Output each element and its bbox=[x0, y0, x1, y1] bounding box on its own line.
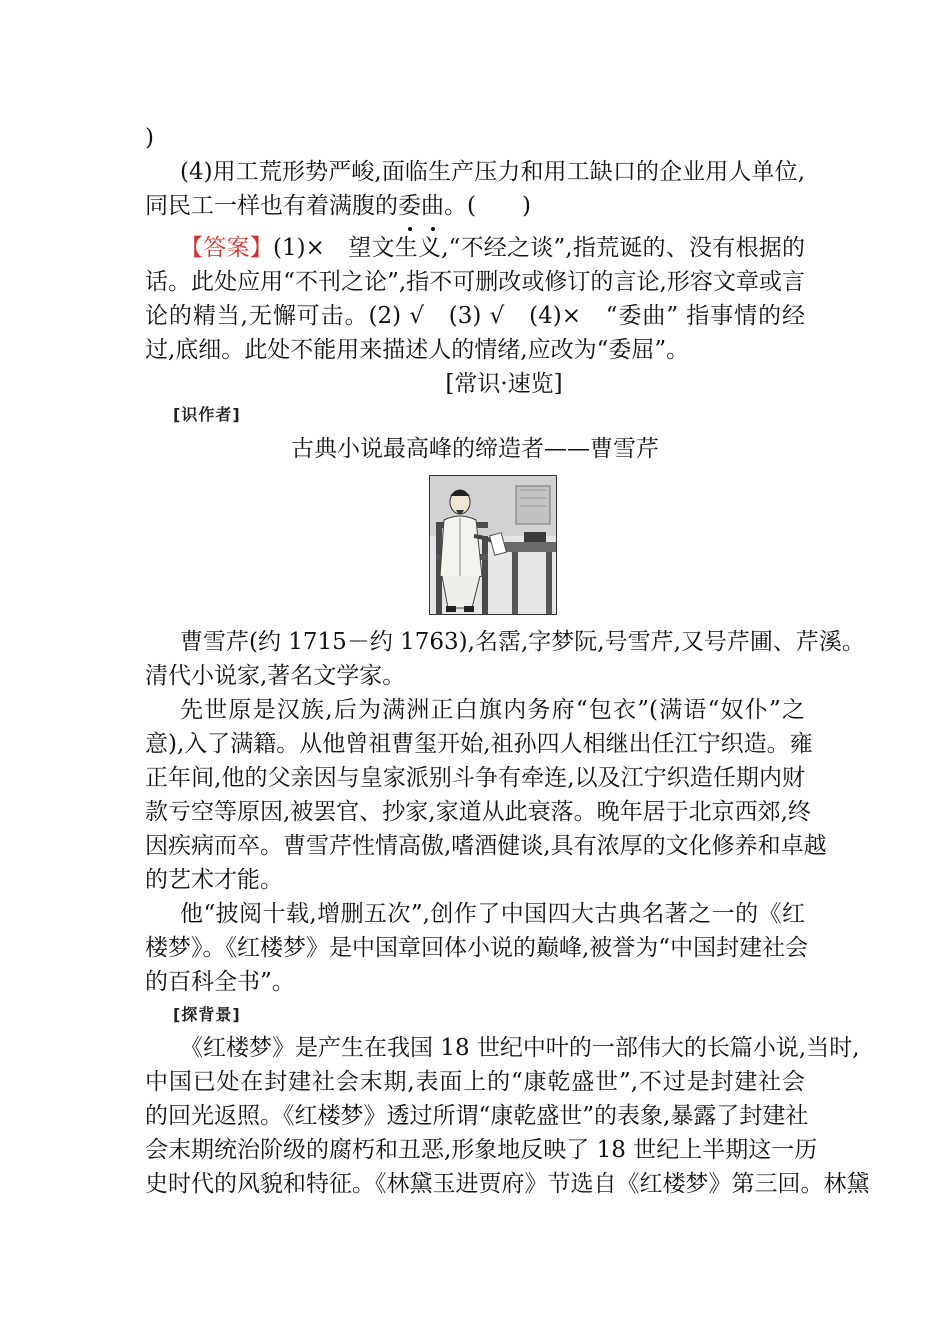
answer-line-1 bbox=[180, 231, 805, 265]
bio-p2-line-6: 的艺术才能。 bbox=[145, 867, 283, 893]
background-line-4: 会末期统治阶级的腐朽和丑恶,形象地反映了 18 世纪上半期这一历 bbox=[145, 1137, 818, 1163]
answer-label: 【答案】 bbox=[180, 235, 273, 261]
bio-p2-line-3: 正年间,他的父亲因与皇家派别斗争有牵连,以及江宁织造任期内财 bbox=[145, 765, 805, 791]
bio-p3-line-2: 楼梦》。《红楼梦》是中国章回体小说的巅峰,被誉为“中国封建社会 bbox=[145, 935, 809, 961]
bio-p1-line-2: 清代小说家,著名文学家。 bbox=[145, 663, 406, 689]
answer-line-3: 论的精当,无懈可击。(2) √ (3) √ (4)× “委曲” 指事情的经 bbox=[145, 303, 805, 329]
background-line-2: 中国已处在封建社会末期,表面上的“康乾盛世”,不过是封建社会 bbox=[145, 1069, 805, 1095]
question-4-line-2 bbox=[145, 189, 805, 223]
bio-p1-line-1: 曹雪芹(约 1715－约 1763),名霑,字梦阮,号雪芹,又号芹圃、芹溪。 bbox=[180, 629, 865, 655]
emphasis-dot-char: 曲 bbox=[421, 189, 444, 223]
bio-p3-line-3: 的百科全书”。 bbox=[145, 969, 295, 995]
answer-blank: 。( ) bbox=[444, 193, 531, 219]
background-line-5: 史时代的风貌和特征。《林黛玉进贾府》节选自《红楼梦》第三回。林黛 bbox=[145, 1171, 870, 1197]
question-4-line-1: (4)用工荒形势严峻,面临生产压力和用工缺口的企业用人单位, bbox=[180, 159, 805, 185]
answer-text: (1)× 望文生义,“不经之谈”,指荒诞的、没有根据的 bbox=[272, 235, 805, 261]
bio-p2-line-1: 先世原是汉族,后为满洲正白旗内务府“包衣”(满语“奴仆”之 bbox=[180, 697, 805, 723]
bio-p2-line-5: 因疾病而卒。曹雪芹性情高傲,嗜酒健谈,具有浓厚的文化修养和卓越 bbox=[145, 833, 827, 859]
background-line-3: 的回光返照。《红楼梦》透过所谓“康乾盛世”的表象,暴露了封建社 bbox=[145, 1103, 809, 1129]
text-line-closing-paren: ) bbox=[145, 125, 154, 151]
bio-p2-line-2: 意),入了满籍。从他曾祖曹玺开始,祖孙四人相继出任江宁织造。雍 bbox=[145, 731, 813, 757]
answer-line-2: 话。此处应用“不刊之论”,指不可删改或修订的言论,形容文章或言 bbox=[145, 269, 805, 295]
question-4-text: 同民工一样也有着满腹的 bbox=[145, 193, 398, 219]
portrait-of-cao-xueqin-icon bbox=[430, 476, 556, 614]
bio-p2-line-4: 款亏空等原因,被罢官、抄家,家道从此衰落。晚年居于北京西郊,终 bbox=[145, 799, 811, 825]
tag-background: [探背景] bbox=[173, 1005, 241, 1024]
emphasis-dot-char: 委 bbox=[398, 189, 421, 223]
author-title: 古典小说最高峰的缔造者——曹雪芹 bbox=[291, 436, 659, 462]
bio-p3-line-1: 他“披阅十载,增删五次”,创作了中国四大古典名著之一的《红 bbox=[180, 901, 805, 927]
author-portrait bbox=[429, 475, 557, 615]
answer-line-4: 过,底细。此处不能用来描述人的情绪,应改为“委屈”。 bbox=[145, 337, 690, 363]
tag-author: [识作者] bbox=[173, 405, 241, 424]
section-heading: [常识·速览] bbox=[445, 371, 563, 397]
background-line-1: 《红楼梦》是产生在我国 18 世纪中叶的一部伟大的长篇小说,当时, bbox=[180, 1035, 860, 1061]
